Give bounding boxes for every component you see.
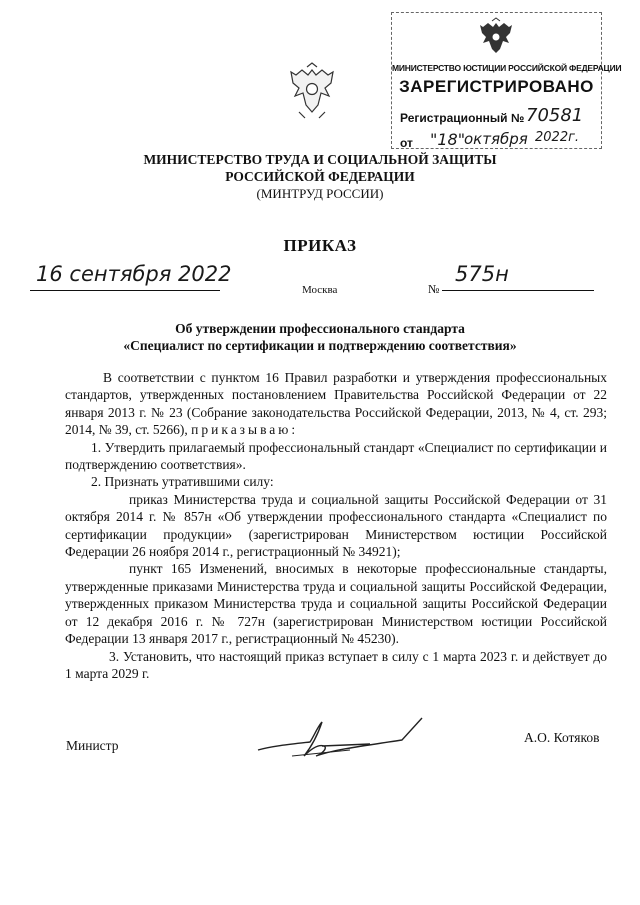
stamp-day: "18" [430,130,466,149]
preamble-order-word: приказываю: [191,422,299,438]
subject-line2: «Специалист по сертификации и подтверждению соответствия» [123,338,517,353]
ministry-name-line2: РОССИЙСКОЙ ФЕДЕРАЦИИ [225,169,415,184]
signatory-name: А.О. Котяков [524,730,600,745]
date-underline [30,290,220,291]
item-3: 3. Установить, что настоящий приказ вступает в силу с 1 марта 2023 г. и действует до 1 марта 2029 г. [65,648,607,681]
item-2a: приказ Министерства труда и социальной защиты Российской Федерации от 31 октября 2014 г. № 857н «Об утверждении профессионального стандарта «Специалист по сертификации продукции» (зарегистрирован Министерством юстиции Российской Федерации 26 ноября 2014 г., регистрационный № 34921); [65,491,607,560]
subject-line1: Об утверждении профессионального стандарта [175,321,465,336]
stamp-month: октября [464,130,528,148]
handwritten-signature-icon [252,716,432,766]
eagle-emblem-icon [476,17,516,57]
item-2b: пункт 165 Изменений, вносимых в некоторые профессиональные стандарты, утвержденные приказами Министерства труда и социальной защиты Российской Федерации, утвержденных приказом Министерства труда и социальной защиты Российской Федерации от 12 декабря 2016 г. № 727н (зарегистрирован Министерством юстиции Российской Федерации 13 января 2017 г., регистрационный № 45230). [65,561,607,647]
stamp-reg-number: 70581 [526,105,584,126]
ministry-short-name: (МИНТРУД РОССИИ) [256,186,384,201]
registration-stamp [391,12,622,150]
preamble-paragraph [65,369,607,439]
coat-of-arms-icon [287,62,337,120]
order-date: 16 сентября 2022 [36,262,232,286]
order-number: 575н [455,262,509,286]
ministry-name-line1: МИНИСТЕРСТВО ТРУДА И СОЦИАЛЬНОЙ ЗАЩИТЫ [143,152,497,167]
item-1: 1. Утвердить прилагаемый профессиональный стандарт «Специалист по сертификации и подтверждению соответствия». [65,439,607,473]
order-number-label: № [428,282,440,296]
stamp-from-label: от [400,136,413,150]
item-2: 2. Признать утратившими силу: [91,474,274,490]
stamp-ministry: МИНИСТЕРСТВО ЮСТИЦИИ РОССИЙСКОЙ ФЕДЕРАЦИИ [392,63,622,73]
stamp-year: 2022г. [535,130,580,145]
preamble-text: В соответствии с пунктом 16 Правил разработки и утверждения профессиональных стандартов, утвержденных постановлением Правительства Российской Федерации от 22 января 2013 г. № 23 (Собрание законодательства Российской Федерации, 2013, № 4, ст. 293; 2014, № 39, ст. 5266), [65,370,607,438]
document-title: ПРИКАЗ [283,236,357,255]
stamp-reg-label: Регистрационный № [400,111,525,125]
stamp-status: ЗАРЕГИСТРИРОВАНО [399,77,594,96]
order-body [65,369,607,682]
signatory-position: Министр [66,738,119,753]
number-underline [442,290,594,291]
order-city: Москва [302,284,338,296]
